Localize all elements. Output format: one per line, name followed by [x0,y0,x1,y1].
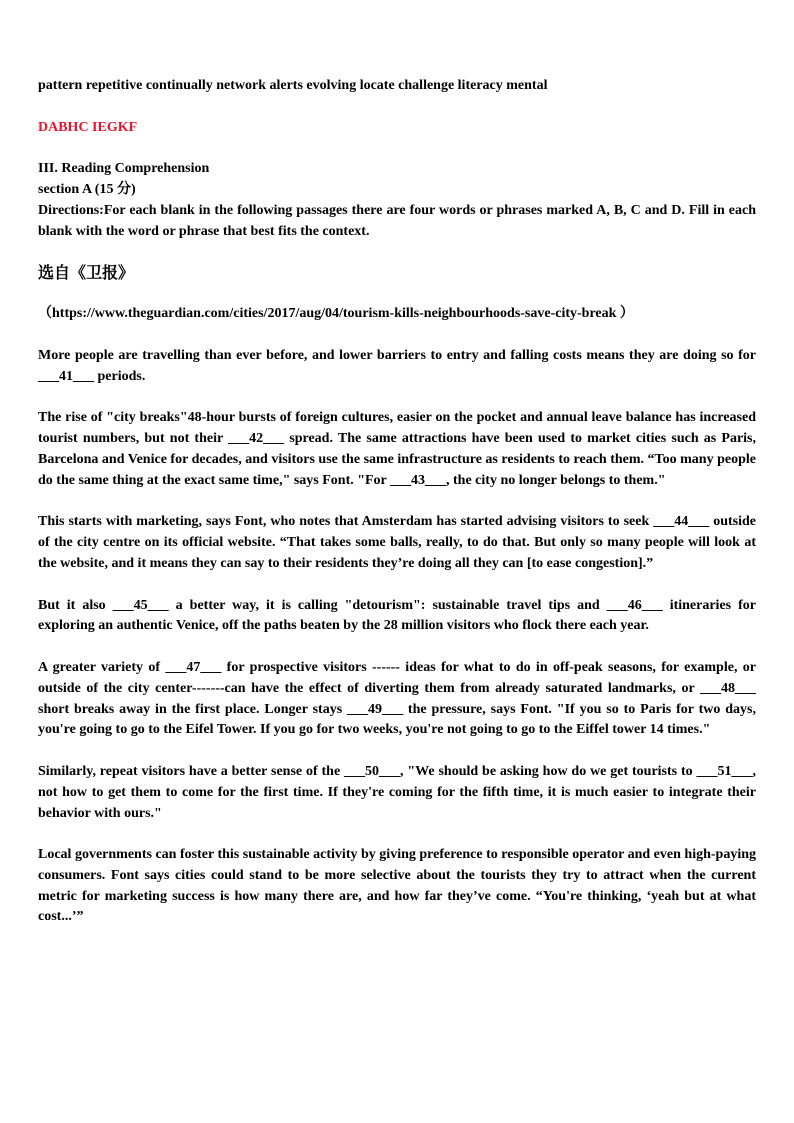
paragraph-6: Similarly, repeat visitors have a better sense of the ___50___, "We should be asking how do we get tourists to ___51___, not how to get them to come for the first time. If they're coming for the fifth time, it is much easier to integrate their behavior with ours." [38,763,756,821]
spacer [38,97,756,118]
source-label: 选自《卫报》 [38,263,135,283]
word-bank: pattern repetitive continually network alerts evolving locate challenge literacy mental [38,78,548,93]
paragraph-7: Local governments can foster this sustainable activity by giving preference to responsible operator and even high-paying consumers. Font says cities could stand to be more selective about the tourists they try to attract when the current metric for marketing success is how many there are, and how far they’ve come. “You're thinking, ‘yeah but at what cost...’” [38,847,756,925]
paragraph-3: This starts with marketing, says Font, who notes that Amsterdam has started advising visitors to seek ___44___ outside of the city centre on its official website. “That takes some balls, really, to do that. But only so many people will look at the website, and it means they can say to their residents they’re doing all they can [to ease congestion].” [38,514,756,571]
paragraph-5: A greater variety of ___47___ for prospective visitors ------ ideas for what to do in off-peak seasons, for example, or outside of the city center-------can have the effect of diverting them from already saturated landmarks, or ___48___ short breaks away in the first place. Longer stays ___49___ the pressure, says Font. "If you so to Paris for two days, you're going to go to the Eifel Tower. If you go for two weeks, you're not going to go to the Eiffel tower 14 times." [38,659,756,738]
paragraph-1: More people are travelling than ever before, and lower barriers to entry and falling costs means they are doing so for ___41___ periods. [38,347,756,384]
section-heading: III. Reading Comprehension [38,161,210,177]
paragraph-4: But it also ___45___ a better way, it is calling "detourism": sustainable travel tips and ___46___ itineraries for exploring an authentic Venice, off the paths beaten by the 28 million visitors who flock there each year. [38,597,756,634]
section-subheading: section A (15 分) [38,181,136,197]
source-url: （https://www.theguardian.com/cities/2017/aug/04/tourism-kills-neighbourhoods-save-city-break ） [38,306,634,322]
paragraph-2: The rise of "city breaks"48-hour bursts of foreign cultures, easier on the pocket and annual leave balance has increased tourist numbers, but not their ___42___ spread. The same attractions have been used to market cities such as Paris, Barcelona and Venice for decades, and visitors use the same infrastructure as residents to reach them. “Too many people do the same thing at the exact same time," says Font. "For ___43___, the city no longer belongs to them." [38,410,756,488]
spacer [38,325,756,346]
spacer [38,138,756,159]
spacer [38,284,756,304]
answer-key: DABHC IEGKF [38,119,138,135]
spacer [38,242,756,262]
directions-text: Directions:For each blank in the following passages there are four words or phrases marked A, B, C and D. Fill in each blank with the word or phrase that best fits the context. [38,202,756,239]
